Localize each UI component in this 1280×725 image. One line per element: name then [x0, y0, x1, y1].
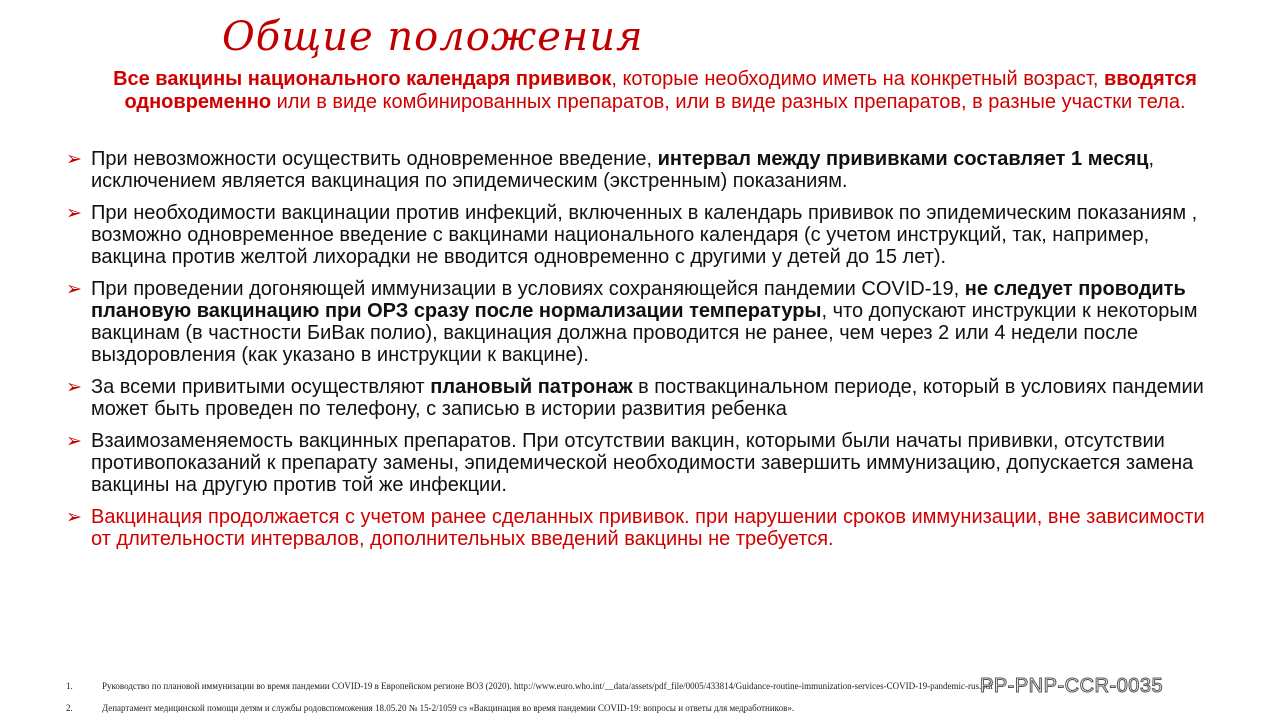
bullet-text: При проведении догоняющей иммунизации в условиях сохраняющейся пандемии COVID-19, [91, 278, 965, 300]
footnote-text: Департамент медицинской помощи детям и службы родовспоможения 18.05.20 № 15-2/1059 сэ «Вакцинация во время пандемии COVID-19: вопросы и ответы для медработников». [102, 703, 795, 713]
bullet-text: При необходимости вакцинации против инфекций, включенных в календарь прививок по эпидемическим показаниям , возможно одновременное введение с вакцинами национального календаря (с учетом инструкций, так, например, вакцина против желтой лихорадки не вводится одновременно с другими у детей до 15 лет). [91, 202, 1198, 268]
bullet-item [66, 430, 1226, 496]
arrow-bullet-icon: ➢ [66, 148, 82, 170]
arrow-bullet-icon: ➢ [66, 506, 82, 528]
bullet-text: , что допускают инструкции к некоторым вакцинам (в частности БиВак полио), вакцинация должна проводится не ранее, чем через 2 или 4 недели после выздоровления (как указано в инструкции к вакцине). [91, 300, 1198, 366]
slide-title: Общие положения [222, 14, 644, 60]
arrow-bullet-icon: ➢ [66, 278, 82, 300]
bullet-text: в поствакцинальном периоде, который в условиях пандемии может быть проведен по телефону, с записью в истории развития ребенка [91, 376, 1204, 420]
bullet-item [66, 148, 1226, 192]
intro-text-4: или в виде комбинированных препаратов, или в виде разных препаратов, в разные участки тела. [271, 91, 1186, 113]
arrow-bullet-icon: ➢ [66, 376, 82, 398]
bullet-text: За всеми привитыми осуществляют [91, 376, 431, 398]
document-code: PP-PNP-CCR-0035 [980, 675, 1164, 697]
bullet-text: , исключением является вакцинация по эпидемическим (экстренным) показаниям. [91, 148, 1154, 192]
bullet-text: Взаимозаменяемость вакцинных препаратов. При отсутствии вакцин, которыми были начаты прививки, отсутствии противопоказаний к препарату замены, эпидемической необходимости завершить иммунизацию, допускается замена вакцины на другую против той же инфекции. [91, 430, 1194, 496]
footnote-number: 1. [66, 681, 73, 691]
intro-bold-1: Все вакцины национального календаря прививок [113, 68, 612, 90]
bullet-text: Вакцинация продолжается с учетом ранее сделанных прививок. при нарушении сроков иммунизации, вне зависимости от длительности интервалов, дополнительных введений вакцины не требуется. [91, 506, 1205, 550]
bullet-item-highlight [66, 506, 1226, 550]
bullet-list [66, 148, 1226, 560]
bullet-item [66, 202, 1226, 268]
bullet-text: При невозможности осуществить одновременное введение, [91, 148, 658, 170]
intro-paragraph [80, 68, 1230, 114]
bullet-bold: плановый патронаж [430, 376, 633, 398]
intro-text-2: , которые необходимо иметь на конкретный возраст, [611, 68, 1104, 90]
intro-bold-3: вводятся одновременно [124, 68, 1197, 113]
footnote [66, 703, 1226, 725]
bullet-item [66, 376, 1226, 420]
arrow-bullet-icon: ➢ [66, 430, 82, 452]
bullet-bold: интервал между прививками составляет 1 месяц [657, 148, 1149, 170]
arrow-bullet-icon: ➢ [66, 202, 82, 224]
footnote-text: Руководство по плановой иммунизации во время пандемии COVID-19 в Европейском регионе ВОЗ (2020). http://www.euro.who.int/__data/assets/pdf_file/0005/433814/Guidance-routine-immunization-services-COVID-19-pandemic-rus.pdf [102, 681, 994, 691]
footnote-number: 2. [66, 703, 73, 713]
bullet-item [66, 278, 1226, 366]
bullet-bold: не следует проводить плановую вакцинацию при ОРЗ сразу после нормализации температуры [91, 278, 1186, 322]
